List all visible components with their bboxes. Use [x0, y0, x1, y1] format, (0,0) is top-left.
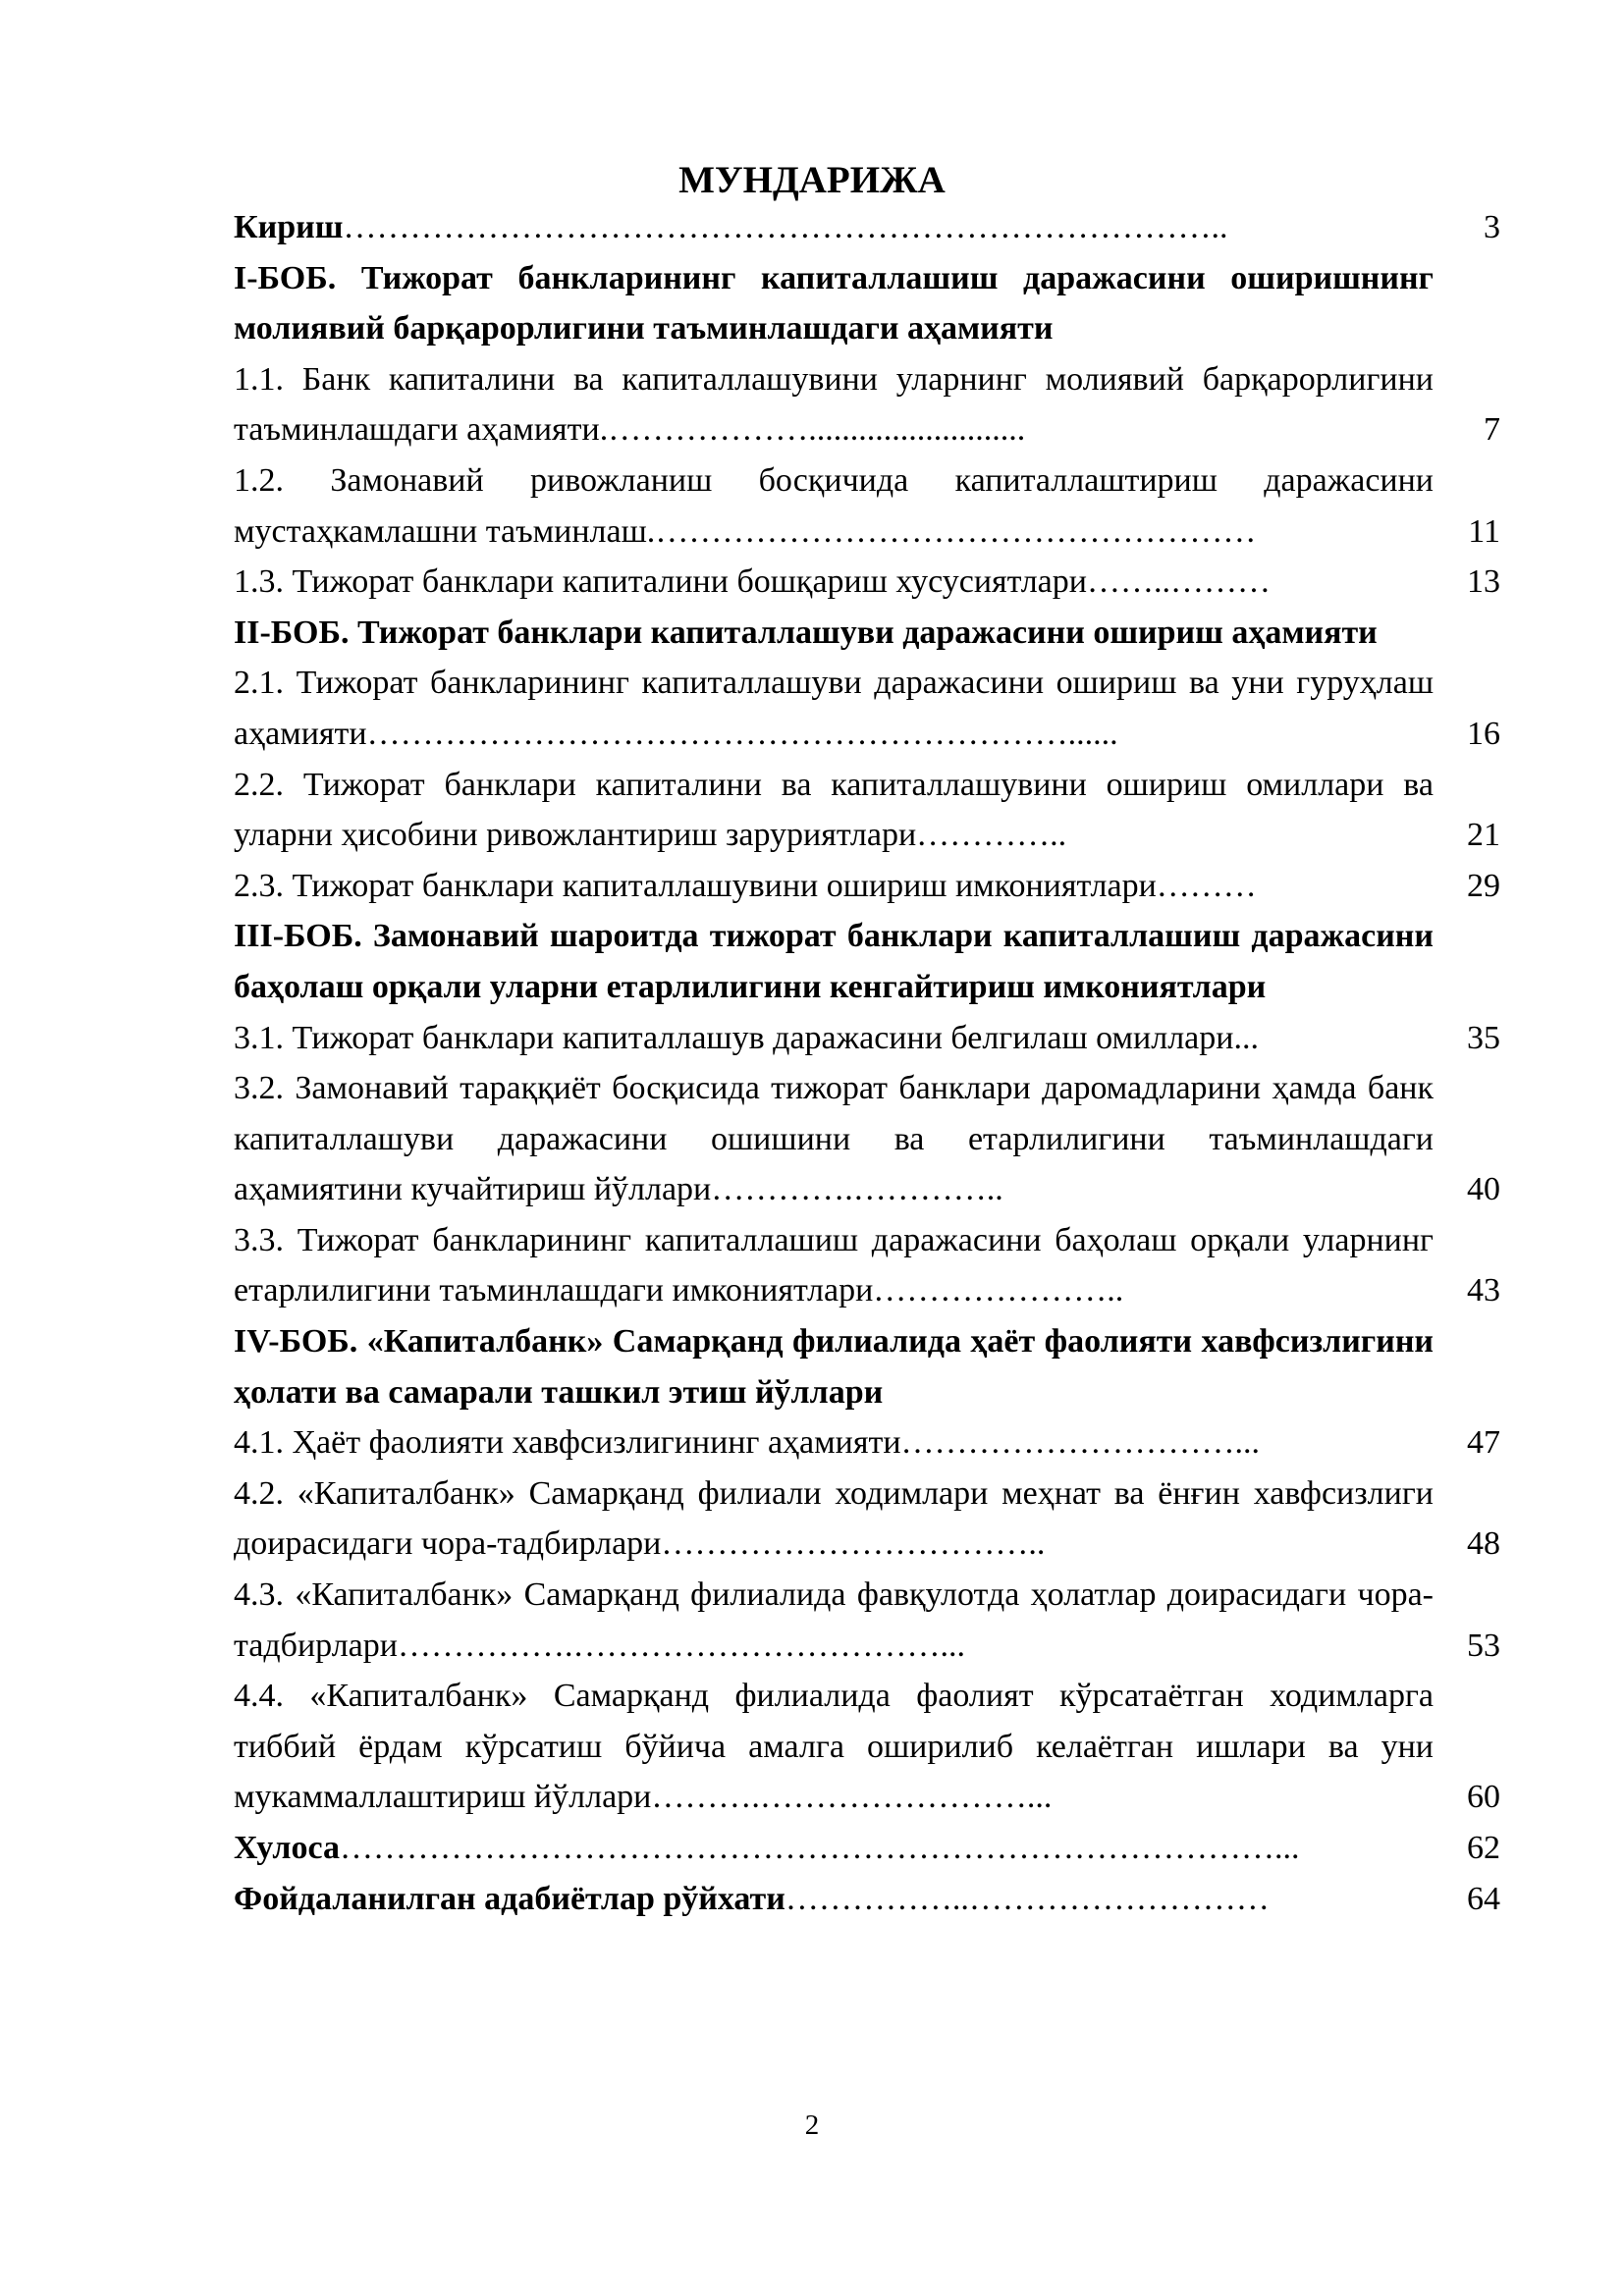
- toc-entry-page: 43: [1467, 1272, 1500, 1309]
- toc-entry-page: 29: [1467, 867, 1500, 904]
- toc-entry-title: 4.2. «Капиталбанк» Самарқанд филиали ходимлари меҳнат ва ёнғин хавфсизлиги доирасидаги чора-тадбирлари: [234, 1474, 1434, 1563]
- toc-entry-section-4-2: [234, 1468, 1500, 1570]
- toc-entry-chapter-3: [234, 911, 1500, 1012]
- toc-entry-page: 53: [1467, 1627, 1500, 1664]
- toc-entry-text: [234, 202, 1434, 253]
- toc-entry-section-1-3: [234, 557, 1500, 608]
- toc-entry-text: [234, 1215, 1434, 1316]
- toc-leader-dots: ……….……………………...: [651, 1779, 1053, 1816]
- toc-entry-title: 1.3. Тижорат банклари капиталини бошқариш хусусиятлари: [234, 563, 1087, 601]
- toc-entry-title: 4.4. «Капиталбанк» Самарқанд филиалида фаолият кўрсатаётган ходимларга тиббий ёрдам кўрсатиш бўйича амалга оширилиб келаётган ишлари ва уни мукаммаллаштириш йўллари: [234, 1678, 1434, 1816]
- toc-entry-conclusion: [234, 1823, 1500, 1874]
- toc-entry-page: 21: [1467, 817, 1500, 854]
- toc-entry-title: 4.1. Ҳаёт фаолияти хавфсизлигининг аҳамияти: [234, 1424, 901, 1462]
- toc-leader-dots: ……………………………..: [661, 1525, 1046, 1563]
- toc-entry-text: [234, 1874, 1434, 1925]
- toc-entry-chapter-2: [234, 608, 1500, 659]
- toc-entry-page: 40: [1467, 1171, 1500, 1208]
- toc-entry-section-4-3: [234, 1570, 1500, 1671]
- toc-leader-dots: …………………………………………………………………………...: [340, 1830, 1300, 1866]
- toc-entry-page: 7: [1484, 411, 1500, 449]
- toc-entry-section-1-2: [234, 455, 1500, 557]
- toc-entry-page: 3: [1484, 209, 1500, 245]
- toc-entry-section-3-1: [234, 1013, 1500, 1064]
- toc-entry-page: 47: [1467, 1424, 1500, 1462]
- toc-entry-title: 4.3. «Капиталбанк» Самарқанд филиалида фавқулотда ҳолатлар доирасидаги чора-тадбирлари: [234, 1576, 1434, 1664]
- toc-entry-text: [234, 861, 1434, 912]
- toc-leader-dots: …………..: [916, 817, 1067, 854]
- toc-entry-page: 64: [1467, 1880, 1500, 1917]
- toc-entry-page: 62: [1467, 1830, 1500, 1866]
- toc-entry-text: [234, 1468, 1434, 1570]
- toc-leader-dots: ………………..........................: [608, 411, 1026, 449]
- toc-entry-section-3-2: [234, 1063, 1500, 1215]
- toc-leader-dots: ………: [1156, 867, 1257, 904]
- toc-entry-title: 3.1. Тижорат банклари капиталлашув даражасини белгилаш омиллари...: [234, 1019, 1259, 1056]
- toc-entry-title: 2.1. Тижорат банкларининг капиталлашуви даражасини ошириш ва уни гуруҳлаш аҳамияти: [234, 665, 1434, 752]
- toc-entry-text: [234, 1417, 1434, 1468]
- toc-leader-dots: …………………………...: [900, 1424, 1261, 1462]
- toc-entry-section-4-1: [234, 1417, 1500, 1468]
- toc-entry-title: 2.3. Тижорат банклари капиталлашувини ошириш имкониятлари: [234, 867, 1157, 904]
- toc-entry-page: 60: [1467, 1779, 1500, 1816]
- toc-entry-text: [234, 1823, 1434, 1874]
- toc-entry-text: [234, 760, 1434, 861]
- page-number: 2: [804, 2109, 820, 2141]
- toc-entry-chapter-4: [234, 1316, 1500, 1417]
- toc-entry-title: Хулоса: [234, 1830, 340, 1866]
- toc-leader-dots: ……………………………………………………………………..: [343, 209, 1228, 245]
- toc-entry-text: [234, 658, 1434, 759]
- toc-leader-dots: ……..………: [1086, 563, 1271, 601]
- toc-leader-dots: …………………..: [873, 1272, 1124, 1309]
- toc-entry-title: 2.2. Тижорат банклари капиталини ва капиталлашувини ошириш омиллари ва уларни ҳисобини ривожлантириш заруриятлари: [234, 766, 1434, 854]
- toc-entry-section-2-3: [234, 861, 1500, 912]
- toc-entry-page: 13: [1467, 563, 1500, 601]
- toc-entry-page: 48: [1467, 1525, 1500, 1563]
- toc-entry-text: [234, 1570, 1434, 1671]
- toc-entry-section-2-1: [234, 658, 1500, 759]
- toc-leader-dots: ………….…………..: [711, 1171, 1003, 1208]
- toc-entry-title: Фойдаланилган адабиётлар рўйхати: [234, 1880, 785, 1917]
- toc-entry-title: III-БОБ. Замонавий шароитда тижорат банклари капиталлашиш даражасини баҳолаш орқали уларни етарлилигини кенгайтириш имкониятлари: [234, 918, 1434, 1005]
- toc-entry-title: 1.2. Замонавий ривожланиш босқичида капиталлаштириш даражасини мустаҳкамлашни таъминлаш.: [234, 461, 1434, 550]
- toc-leader-dots: ………………………………………………: [655, 512, 1257, 550]
- toc-entry-page: 16: [1467, 715, 1500, 752]
- toc-leader-dots: …………….……………………………...: [397, 1627, 965, 1664]
- toc-entry-text: [234, 354, 1434, 455]
- toc-entry-text: [234, 1063, 1434, 1215]
- toc-entry-section-3-3: [234, 1215, 1500, 1316]
- toc-entry-section-2-2: [234, 760, 1500, 861]
- toc-entry-chapter-1: [234, 253, 1500, 354]
- toc-leader-dots: ………………………………………………………......: [366, 715, 1118, 752]
- toc-entry-title: II-БОБ. Тижорат банклари капиталлашуви даражасини ошириш аҳамияти: [234, 614, 1378, 651]
- toc-entry-text: [234, 557, 1434, 608]
- toc-entry-introduction: [234, 202, 1500, 253]
- toc-entry-title: Кириш: [234, 209, 344, 245]
- toc-entry-bibliography: [234, 1874, 1500, 1925]
- toc-entry-page: 11: [1468, 512, 1500, 550]
- toc-entry-title: IV-БОБ. «Капиталбанк» Самарқанд филиалида ҳаёт фаолияти хавфсизлигини ҳолати ва самарали ташкил этиш йўллари: [234, 1323, 1434, 1411]
- toc-entry-title: 3.3. Тижорат банкларининг капиталлашиш даражасини баҳолаш орқали уларнинг етарлилигини таъминлашдаги имкониятлари: [234, 1221, 1434, 1309]
- toc-entry-title: I-БОБ. Тижорат банкларининг капиталлашиш даражасини оширишнинг молиявий барқарорлигини таъминлашдаги аҳамияти: [234, 259, 1434, 347]
- toc-leader-dots: ……………..………………………: [785, 1880, 1270, 1917]
- toc-entry-text: [234, 1013, 1434, 1064]
- toc-entry-text: [234, 1671, 1434, 1823]
- toc-entry-text: [234, 455, 1434, 557]
- toc-entry-section-1-1: [234, 354, 1500, 455]
- toc-entry-title: 1.1. Банк капиталини ва капиталлашувини уларнинг молиявий барқарорлигини таъминлашдаги аҳамияти.: [234, 360, 1434, 449]
- page-title: МУНДАРИЖА: [678, 159, 946, 201]
- toc-entry-title: 3.2. Замонавий тараққиёт босқисида тижорат банклари даромадларини ҳамда банк капиталлашуви даражасини ошишини ва етарлилигини таъминлашдаги аҳамиятини кучайтириш йўллари: [234, 1070, 1434, 1208]
- table-of-contents: [234, 202, 1500, 1924]
- toc-entry-page: 35: [1467, 1019, 1500, 1056]
- toc-entry-section-4-4: [234, 1671, 1500, 1823]
